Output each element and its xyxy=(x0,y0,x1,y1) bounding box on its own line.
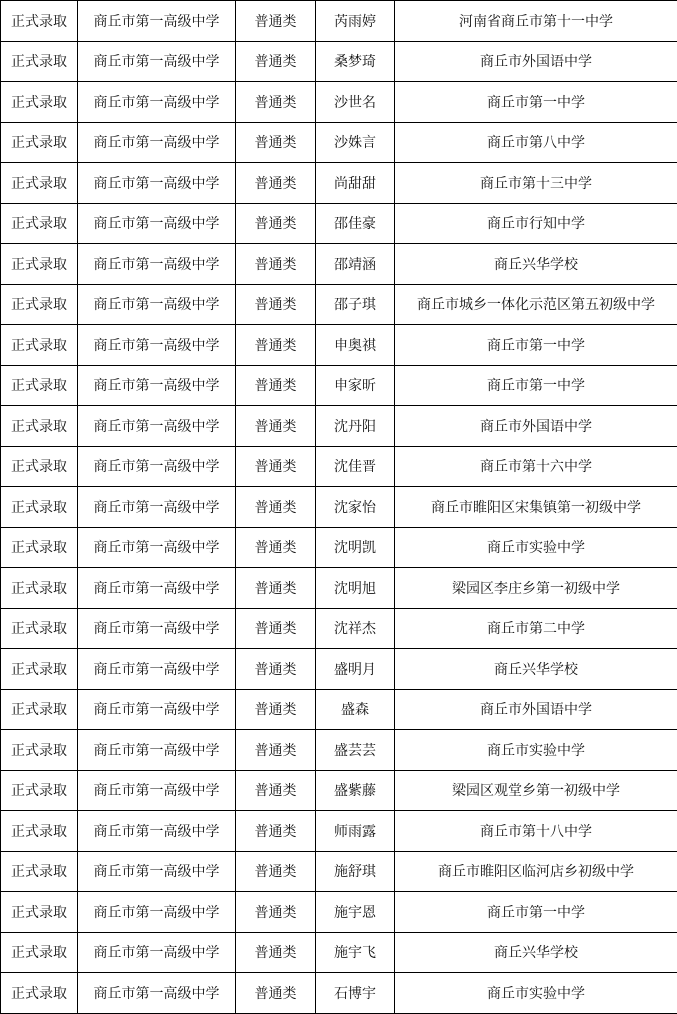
table-row xyxy=(1,325,677,366)
admitted-school-cell: 商丘市第一高级中学 xyxy=(78,163,236,204)
admitted-school-cell: 商丘市第一高级中学 xyxy=(78,932,236,973)
student-name-cell: 沙世名 xyxy=(316,82,395,123)
admission-category-cell: 普通类 xyxy=(236,689,316,730)
admitted-school-cell: 商丘市第一高级中学 xyxy=(78,527,236,568)
graduating-school-cell: 商丘市实验中学 xyxy=(395,527,677,568)
admitted-school-cell: 商丘市第一高级中学 xyxy=(78,82,236,123)
admitted-school-cell: 商丘市第一高级中学 xyxy=(78,244,236,285)
student-name-cell: 邵子琪 xyxy=(316,284,395,325)
admission-status-cell: 正式录取 xyxy=(1,1,78,42)
student-name-cell: 盛森 xyxy=(316,689,395,730)
admission-category-cell: 普通类 xyxy=(236,568,316,609)
table-row xyxy=(1,122,677,163)
admission-category-cell: 普通类 xyxy=(236,163,316,204)
table-row xyxy=(1,932,677,973)
admission-status-cell: 正式录取 xyxy=(1,365,78,406)
admitted-school-cell: 商丘市第一高级中学 xyxy=(78,325,236,366)
student-name-cell: 盛紫藤 xyxy=(316,770,395,811)
admission-category-cell: 普通类 xyxy=(236,203,316,244)
table-row xyxy=(1,1,677,42)
admitted-school-cell: 商丘市第一高级中学 xyxy=(78,203,236,244)
student-name-cell: 盛芸芸 xyxy=(316,730,395,771)
student-name-cell: 沈佳晋 xyxy=(316,446,395,487)
admission-status-cell: 正式录取 xyxy=(1,446,78,487)
admission-category-cell: 普通类 xyxy=(236,325,316,366)
admission-status-cell: 正式录取 xyxy=(1,811,78,852)
student-name-cell: 沈祥杰 xyxy=(316,608,395,649)
graduating-school-cell: 商丘市第八中学 xyxy=(395,122,677,163)
admission-status-cell: 正式录取 xyxy=(1,325,78,366)
graduating-school-cell: 商丘市外国语中学 xyxy=(395,406,677,447)
graduating-school-cell: 商丘兴华学校 xyxy=(395,932,677,973)
admission-status-cell: 正式录取 xyxy=(1,689,78,730)
admission-category-cell: 普通类 xyxy=(236,811,316,852)
admitted-school-cell: 商丘市第一高级中学 xyxy=(78,649,236,690)
admission-status-cell: 正式录取 xyxy=(1,932,78,973)
student-name-cell: 沙姝言 xyxy=(316,122,395,163)
student-name-cell: 沈明凯 xyxy=(316,527,395,568)
admitted-school-cell: 商丘市第一高级中学 xyxy=(78,568,236,609)
table-row xyxy=(1,527,677,568)
table-row xyxy=(1,365,677,406)
student-name-cell: 芮雨婷 xyxy=(316,1,395,42)
table-row xyxy=(1,487,677,528)
admission-category-cell: 普通类 xyxy=(236,41,316,82)
admission-status-cell: 正式录取 xyxy=(1,851,78,892)
admission-status-cell: 正式录取 xyxy=(1,568,78,609)
graduating-school-cell: 商丘市第二中学 xyxy=(395,608,677,649)
table-row xyxy=(1,730,677,771)
admission-status-cell: 正式录取 xyxy=(1,527,78,568)
admission-status-cell: 正式录取 xyxy=(1,203,78,244)
admission-category-cell: 普通类 xyxy=(236,730,316,771)
admission-status-cell: 正式录取 xyxy=(1,608,78,649)
admission-category-cell: 普通类 xyxy=(236,973,316,1014)
student-name-cell: 尚甜甜 xyxy=(316,163,395,204)
graduating-school-cell: 商丘市第十三中学 xyxy=(395,163,677,204)
graduating-school-cell: 梁园区观堂乡第一初级中学 xyxy=(395,770,677,811)
table-row xyxy=(1,973,677,1014)
admission-category-cell: 普通类 xyxy=(236,82,316,123)
graduating-school-cell: 商丘市第十六中学 xyxy=(395,446,677,487)
graduating-school-cell: 商丘市城乡一体化示范区第五初级中学 xyxy=(395,284,677,325)
graduating-school-cell: 河南省商丘市第十一中学 xyxy=(395,1,677,42)
admission-category-cell: 普通类 xyxy=(236,1,316,42)
student-name-cell: 沈丹阳 xyxy=(316,406,395,447)
admission-category-cell: 普通类 xyxy=(236,406,316,447)
admitted-school-cell: 商丘市第一高级中学 xyxy=(78,811,236,852)
admission-category-cell: 普通类 xyxy=(236,365,316,406)
table-row xyxy=(1,406,677,447)
admission-status-cell: 正式录取 xyxy=(1,973,78,1014)
admission-category-cell: 普通类 xyxy=(236,932,316,973)
graduating-school-cell: 商丘市睢阳区宋集镇第一初级中学 xyxy=(395,487,677,528)
admitted-school-cell: 商丘市第一高级中学 xyxy=(78,1,236,42)
graduating-school-cell: 商丘市第一中学 xyxy=(395,365,677,406)
student-name-cell: 邵佳豪 xyxy=(316,203,395,244)
student-name-cell: 申奥祺 xyxy=(316,325,395,366)
admitted-school-cell: 商丘市第一高级中学 xyxy=(78,365,236,406)
admission-list-body xyxy=(1,1,677,1014)
table-row xyxy=(1,568,677,609)
admission-status-cell: 正式录取 xyxy=(1,163,78,204)
admission-category-cell: 普通类 xyxy=(236,649,316,690)
admission-category-cell: 普通类 xyxy=(236,487,316,528)
graduating-school-cell: 商丘市实验中学 xyxy=(395,973,677,1014)
admission-category-cell: 普通类 xyxy=(236,446,316,487)
table-row xyxy=(1,811,677,852)
graduating-school-cell: 商丘市外国语中学 xyxy=(395,689,677,730)
table-row xyxy=(1,649,677,690)
student-name-cell: 师雨露 xyxy=(316,811,395,852)
admitted-school-cell: 商丘市第一高级中学 xyxy=(78,892,236,933)
admission-category-cell: 普通类 xyxy=(236,770,316,811)
admission-category-cell: 普通类 xyxy=(236,244,316,285)
table-row xyxy=(1,892,677,933)
admission-status-cell: 正式录取 xyxy=(1,82,78,123)
admission-category-cell: 普通类 xyxy=(236,892,316,933)
table-row xyxy=(1,82,677,123)
admitted-school-cell: 商丘市第一高级中学 xyxy=(78,973,236,1014)
graduating-school-cell: 商丘市外国语中学 xyxy=(395,41,677,82)
admitted-school-cell: 商丘市第一高级中学 xyxy=(78,851,236,892)
graduating-school-cell: 商丘市睢阳区临河店乡初级中学 xyxy=(395,851,677,892)
admitted-school-cell: 商丘市第一高级中学 xyxy=(78,284,236,325)
admitted-school-cell: 商丘市第一高级中学 xyxy=(78,730,236,771)
student-name-cell: 沈家怡 xyxy=(316,487,395,528)
admission-status-cell: 正式录取 xyxy=(1,487,78,528)
table-row xyxy=(1,770,677,811)
admission-status-cell: 正式录取 xyxy=(1,730,78,771)
student-name-cell: 施宇飞 xyxy=(316,932,395,973)
student-name-cell: 桑梦琦 xyxy=(316,41,395,82)
admission-category-cell: 普通类 xyxy=(236,122,316,163)
admitted-school-cell: 商丘市第一高级中学 xyxy=(78,689,236,730)
graduating-school-cell: 梁园区李庄乡第一初级中学 xyxy=(395,568,677,609)
student-name-cell: 沈明旭 xyxy=(316,568,395,609)
admission-status-cell: 正式录取 xyxy=(1,649,78,690)
graduating-school-cell: 商丘市第一中学 xyxy=(395,325,677,366)
table-row xyxy=(1,163,677,204)
graduating-school-cell: 商丘市第一中学 xyxy=(395,82,677,123)
admitted-school-cell: 商丘市第一高级中学 xyxy=(78,770,236,811)
table-row xyxy=(1,851,677,892)
graduating-school-cell: 商丘兴华学校 xyxy=(395,244,677,285)
student-name-cell: 邵靖涵 xyxy=(316,244,395,285)
table-row xyxy=(1,244,677,285)
graduating-school-cell: 商丘市实验中学 xyxy=(395,730,677,771)
graduating-school-cell: 商丘市行知中学 xyxy=(395,203,677,244)
admission-category-cell: 普通类 xyxy=(236,608,316,649)
table-row xyxy=(1,284,677,325)
table-row xyxy=(1,203,677,244)
admission-status-cell: 正式录取 xyxy=(1,244,78,285)
admission-status-cell: 正式录取 xyxy=(1,284,78,325)
admission-status-cell: 正式录取 xyxy=(1,41,78,82)
table-row xyxy=(1,446,677,487)
graduating-school-cell: 商丘市第一中学 xyxy=(395,892,677,933)
table-row xyxy=(1,689,677,730)
admitted-school-cell: 商丘市第一高级中学 xyxy=(78,608,236,649)
admission-status-cell: 正式录取 xyxy=(1,892,78,933)
student-name-cell: 石博宇 xyxy=(316,973,395,1014)
admitted-school-cell: 商丘市第一高级中学 xyxy=(78,41,236,82)
admission-category-cell: 普通类 xyxy=(236,284,316,325)
admission-status-cell: 正式录取 xyxy=(1,406,78,447)
admission-category-cell: 普通类 xyxy=(236,851,316,892)
admission-category-cell: 普通类 xyxy=(236,527,316,568)
student-name-cell: 施舒琪 xyxy=(316,851,395,892)
admission-status-cell: 正式录取 xyxy=(1,122,78,163)
admitted-school-cell: 商丘市第一高级中学 xyxy=(78,406,236,447)
student-name-cell: 盛明月 xyxy=(316,649,395,690)
admitted-school-cell: 商丘市第一高级中学 xyxy=(78,487,236,528)
table-row xyxy=(1,608,677,649)
admitted-school-cell: 商丘市第一高级中学 xyxy=(78,446,236,487)
admission-status-cell: 正式录取 xyxy=(1,770,78,811)
table-row xyxy=(1,41,677,82)
student-name-cell: 申家昕 xyxy=(316,365,395,406)
student-name-cell: 施宇恩 xyxy=(316,892,395,933)
admitted-school-cell: 商丘市第一高级中学 xyxy=(78,122,236,163)
graduating-school-cell: 商丘市第十八中学 xyxy=(395,811,677,852)
graduating-school-cell: 商丘兴华学校 xyxy=(395,649,677,690)
